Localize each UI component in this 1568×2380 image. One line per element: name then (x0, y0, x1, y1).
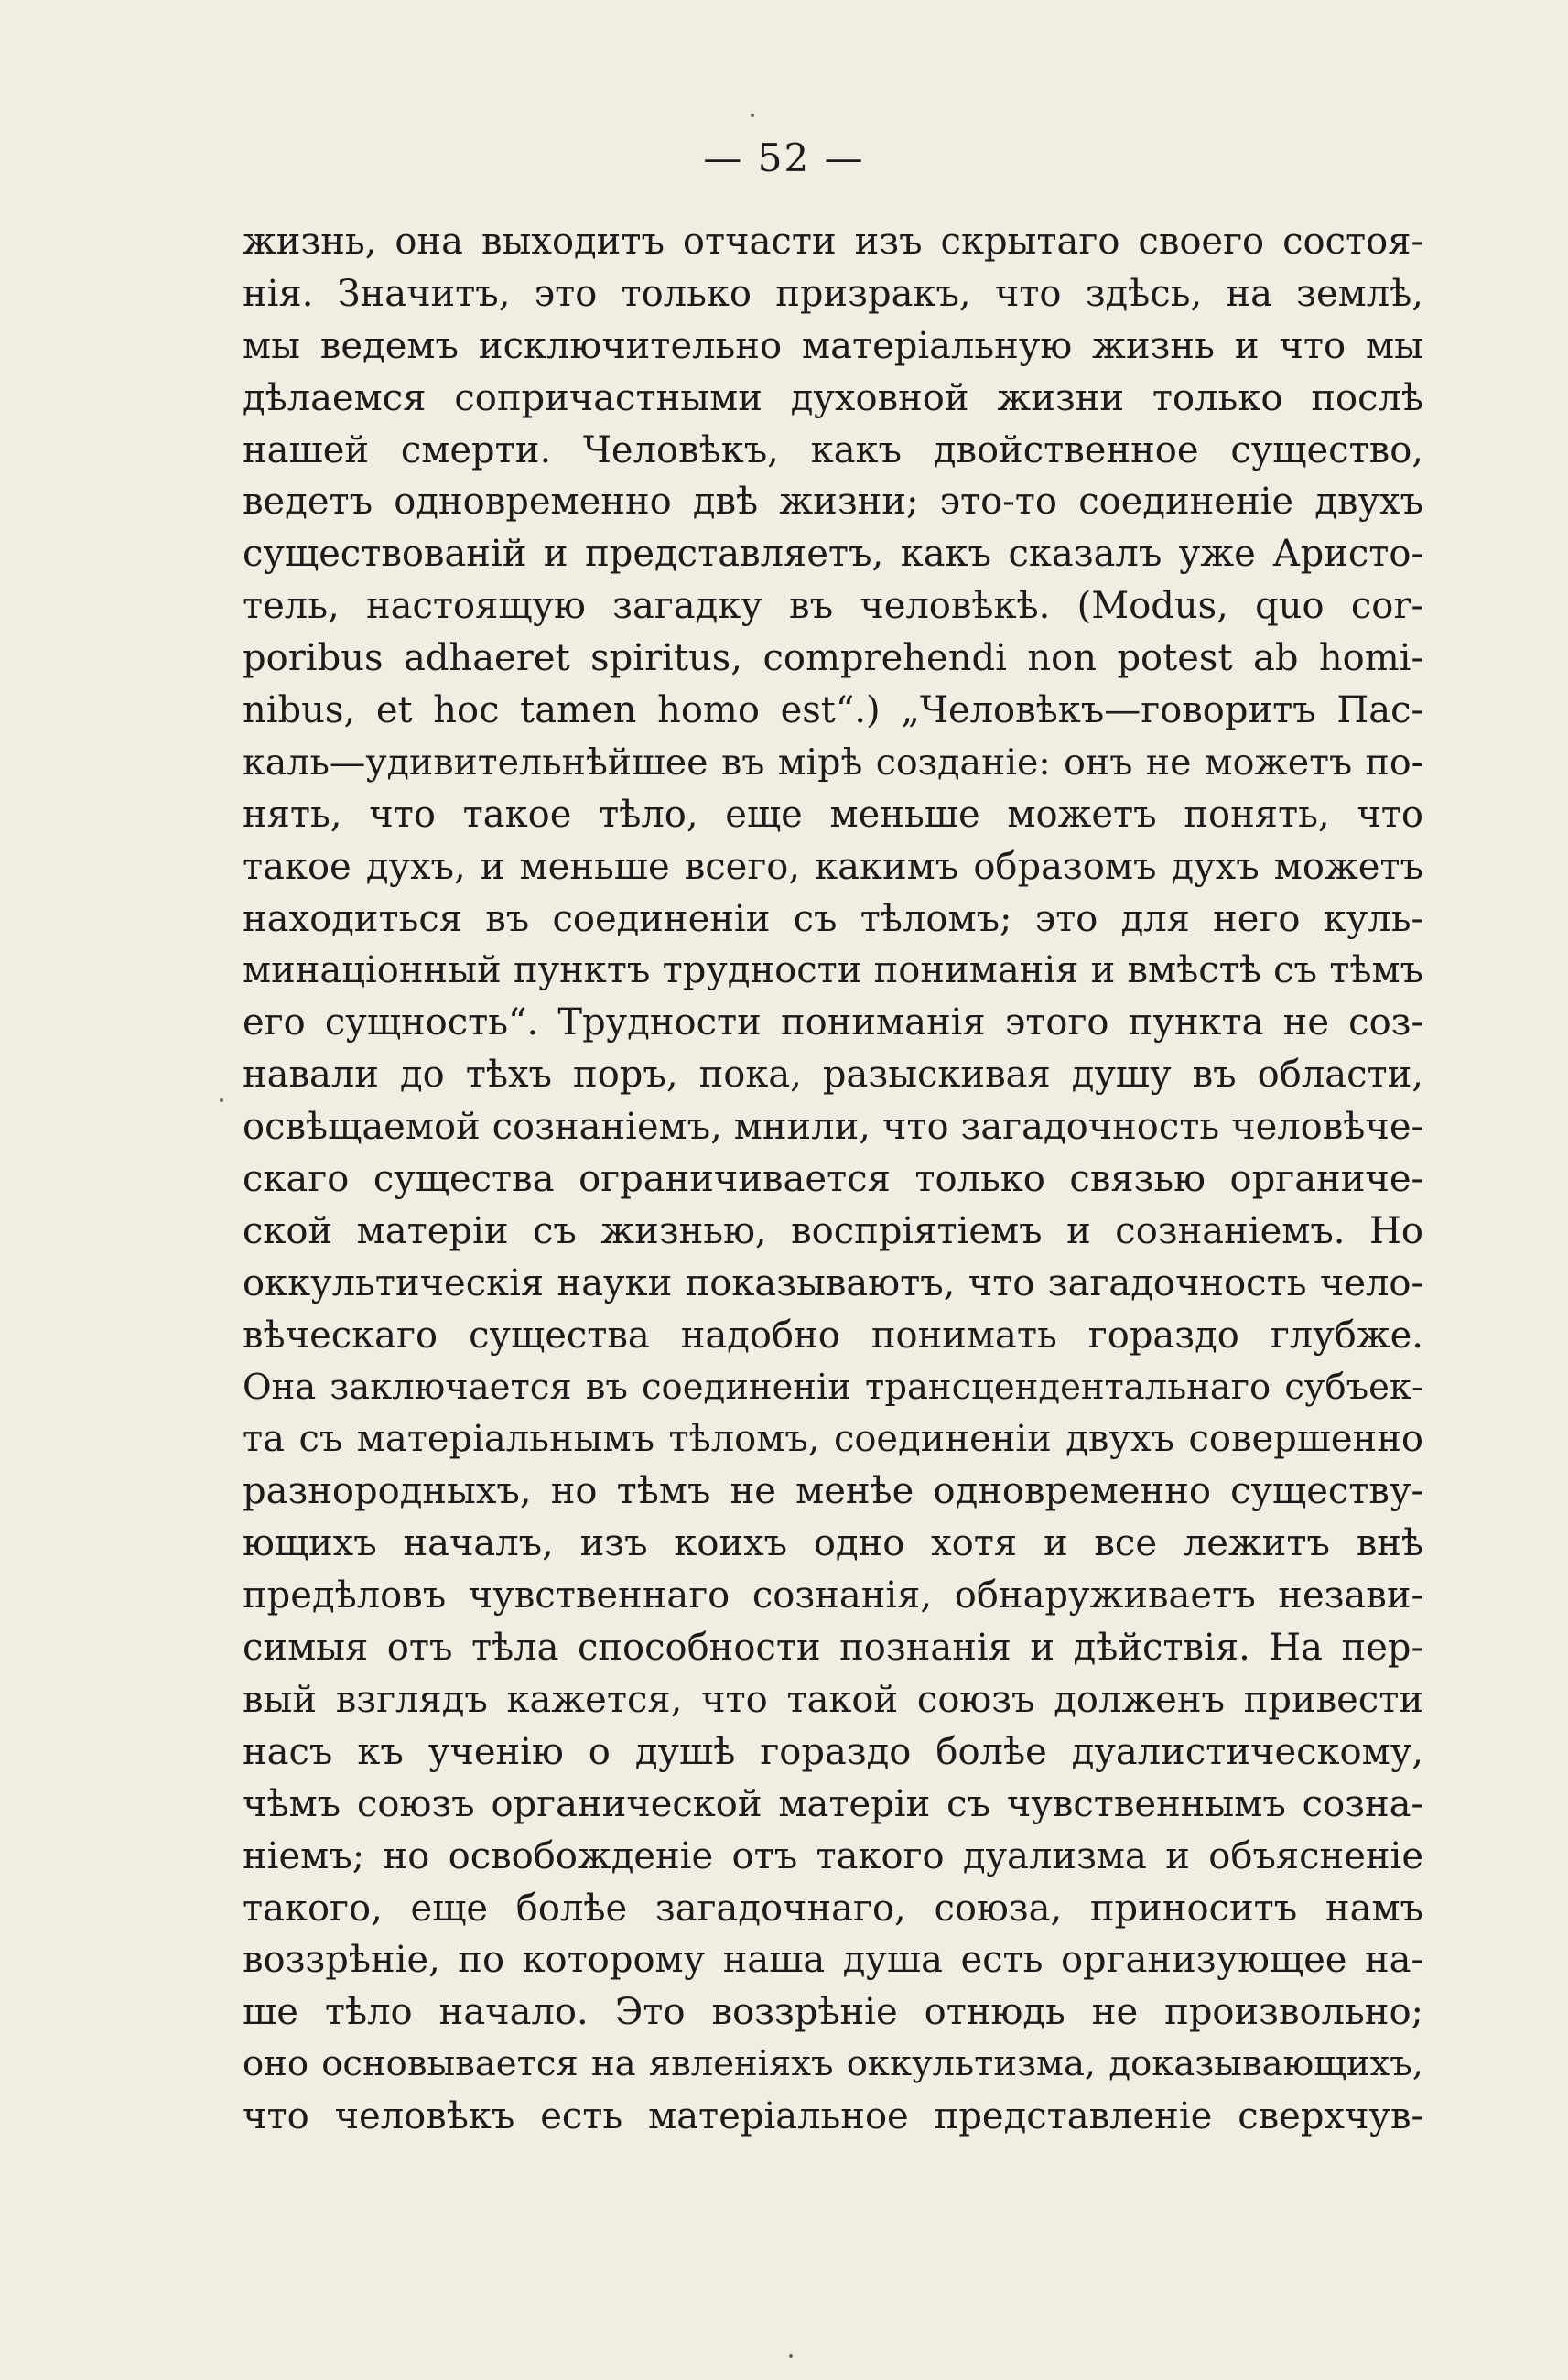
paper-speck (789, 2354, 793, 2358)
text-line: вѣческаго существа надобно понимать гораздо глубже. (243, 1314, 1423, 1357)
text-line: такое духъ, и меньше всего, какимъ образомъ духъ можетъ (243, 845, 1423, 888)
text-line: ніемъ; но освобожденіе отъ такого дуализма и объясненіе (243, 1834, 1423, 1877)
text-line: ше тѣло начало. Это воззрѣніе отнюдь не произвольно; (243, 1991, 1423, 2034)
text-line: нять, что такое тѣло, еще меньше можетъ понять, что (243, 793, 1423, 836)
text-line: разнородныхъ, но тѣмъ не менѣе одновременно существу- (243, 1470, 1423, 1513)
text-line: симыя отъ тѣла способности познанія и дѣйствія. На пер- (243, 1627, 1423, 1670)
text-line: мы ведемъ исключительно матеріальную жизнь и что мы (243, 324, 1423, 367)
text-line: воззрѣніе, по которому наша душа есть организующее на- (243, 1939, 1423, 1982)
text-line: нашей смерти. Человѣкъ, какъ двойственное существо, (243, 428, 1423, 471)
text-line: его сущность“. Трудности пониманія этого пункта не соз- (243, 1001, 1423, 1044)
text-line: poribus adhaeret spiritus, comprehendi non potest ab homi- (243, 637, 1423, 680)
text-line: нія. Значитъ, это только призракъ, что здѣсь, на землѣ, (243, 272, 1423, 315)
text-line: насъ къ ученію о душѣ гораздо болѣе дуалистическому, (243, 1730, 1423, 1773)
text-line: что человѣкъ есть матеріальное представленіе сверхчув- (243, 2095, 1423, 2138)
text-line: Она заключается въ соединеніи трансцендентальнаго субъек- (243, 1366, 1423, 1408)
text-line: nibus, et hoc tamen homo est“.) „Человѣкъ—говоритъ Пас- (243, 689, 1423, 732)
text-line: дѣлаемся сопричастными духовной жизни только послѣ (243, 376, 1423, 419)
text-line: чѣмъ союзъ органической матеріи съ чувственнымъ созна- (243, 1782, 1423, 1825)
text-line: жизнь, она выходитъ отчасти изъ скрытаго своего состоя- (243, 221, 1423, 263)
text-line: предѣловъ чувственнаго сознанія, обнаруживаетъ незави- (243, 1574, 1423, 1617)
text-line: навали до тѣхъ поръ, пока, разыскивая душу въ области, (243, 1054, 1423, 1097)
paper-speck (751, 114, 754, 117)
text-line: ской матеріи съ жизнью, воспріятіемъ и сознаніемъ. Но (243, 1209, 1423, 1252)
text-line: освѣщаемой сознаніемъ, мнили, что загадочность человѣче- (243, 1106, 1423, 1149)
text-line: та съ матеріальнымъ тѣломъ, соединеніи двухъ совершенно (243, 1418, 1423, 1461)
text-line: тель, настоящую загадку въ человѣкѣ. (Modus, quo cor- (243, 585, 1423, 628)
body-text (243, 216, 1423, 2143)
paper-speck (220, 1098, 223, 1102)
text-line: такого, еще болѣе загадочнаго, союза, приноситъ намъ (243, 1887, 1423, 1930)
text-line: скаго существа ограничивается только связью органиче- (243, 1158, 1423, 1201)
text-line: существованій и представляетъ, какъ сказалъ уже Аристо- (243, 533, 1423, 576)
text-line: находиться въ соединеніи съ тѣломъ; это для него куль- (243, 897, 1423, 940)
page-number: — 52 — (703, 135, 865, 180)
text-line: каль—удивительнѣйшее въ мірѣ созданіе: онъ не можетъ по- (243, 741, 1423, 784)
text-line: ющихъ началъ, изъ коихъ одно хотя и все лежитъ внѣ (243, 1522, 1423, 1565)
text-line: оккультическія науки показываютъ, что загадочность чело- (243, 1261, 1423, 1304)
text-line: оно основывается на явленіяхъ оккультизма, доказывающихъ, (243, 2043, 1423, 2085)
text-line: вый взглядъ кажется, что такой союзъ долженъ привести (243, 1678, 1423, 1721)
text-line: минаціонный пунктъ трудности пониманія и вмѣстѣ съ тѣмъ (243, 949, 1423, 992)
text-line: ведетъ одновременно двѣ жизни; это-то соединеніе двухъ (243, 481, 1423, 524)
